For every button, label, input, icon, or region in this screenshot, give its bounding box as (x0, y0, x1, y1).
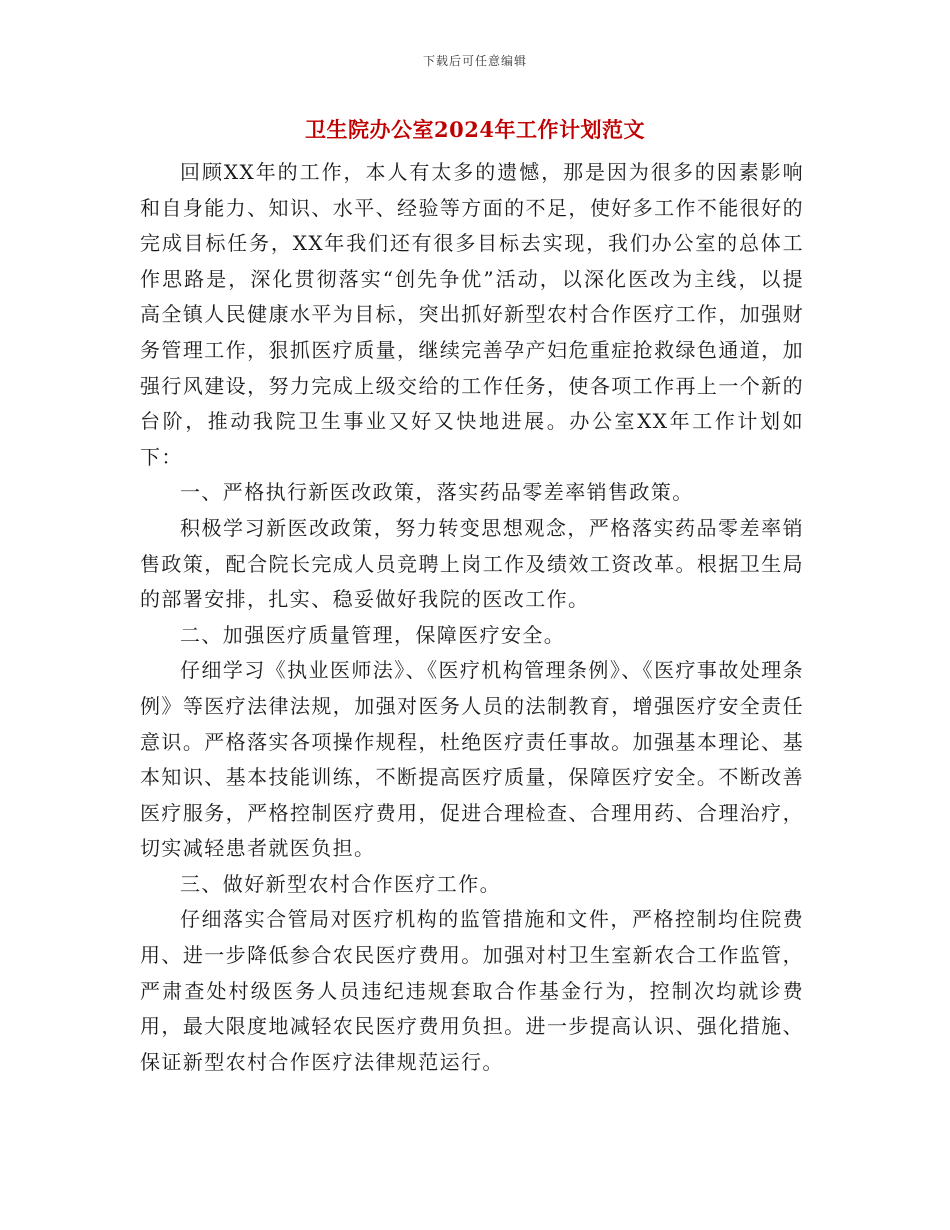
section-paragraph-3: 仔细落实合管局对医疗机构的监管措施和文件，严格控制均住院费用、进一步降低参合农民医疗费用。加强对村卫生室新农合工作监管，严肃查处村级医务人员违纪违规套取合作基金行为，控制次均就诊费用，最大限度地减轻农民医疗费用负担。进一步提高认识、强化措施、保证新型农村合作医疗法律规范运行。 (140, 907, 804, 1074)
section-heading-2: 二、加强医疗质量管理，保障医疗安全。 (180, 622, 566, 647)
section-paragraph-2: 仔细学习《执业医师法》、《医疗机构管理条例》、《医疗事故处理条例》等医疗法律法规，加强对医务人员的法制教育，增强医疗安全责任意识。严格落实各项操作规程，杜绝医疗责任事故。加强基本理论、基本知识、基本技能训练，不断提高医疗质量，保障医疗安全。不断改善医疗服务，严格控制医疗费用，促进合理检查、合理用药、合理治疗，切实减轻患者就医负担。 (140, 658, 804, 861)
section-heading-1: 一、严格执行新医改政策，落实药品零差率销售政策。 (180, 480, 694, 505)
section-paragraph-1: 积极学习新医改政策，努力转变思想观念，严格落实药品零差率销售政策，配合院长完成人员竞聘上岗工作及绩效工资改革。根据卫生局的部署安排，扎实、稳妥做好我院的医改工作。 (140, 515, 804, 612)
document-title: 卫生院办公室2024年工作计划范文 (305, 117, 645, 142)
document-body (140, 155, 804, 1080)
section-heading-3: 三、做好新型农村合作医疗工作。 (180, 871, 501, 896)
page-header-note: 下载后可任意编辑 (422, 54, 527, 68)
intro-paragraph: 回顾XX年的工作，本人有太多的遗憾，那是因为很多的因素影响和自身能力、知识、水平、经验等方面的不足，使好多工作不能很好的完成目标任务，XX年我们还有很多目标去实现，我们办公室的总体工作思路是，深化贯彻落实“创先争优”活动，以深化医改为主线，以提高全镇人民健康水平为目标，突出抓好新型农村合作医疗工作，加强财务管理工作，狠抓医疗质量，继续完善孕产妇危重症抢救绿色通道，加强行风建设，努力完成上级交给的工作任务，使各项工作再上一个新的台阶，推动我院卫生事业又好又快地进展。办公室XX年工作计划如下： (140, 160, 804, 469)
